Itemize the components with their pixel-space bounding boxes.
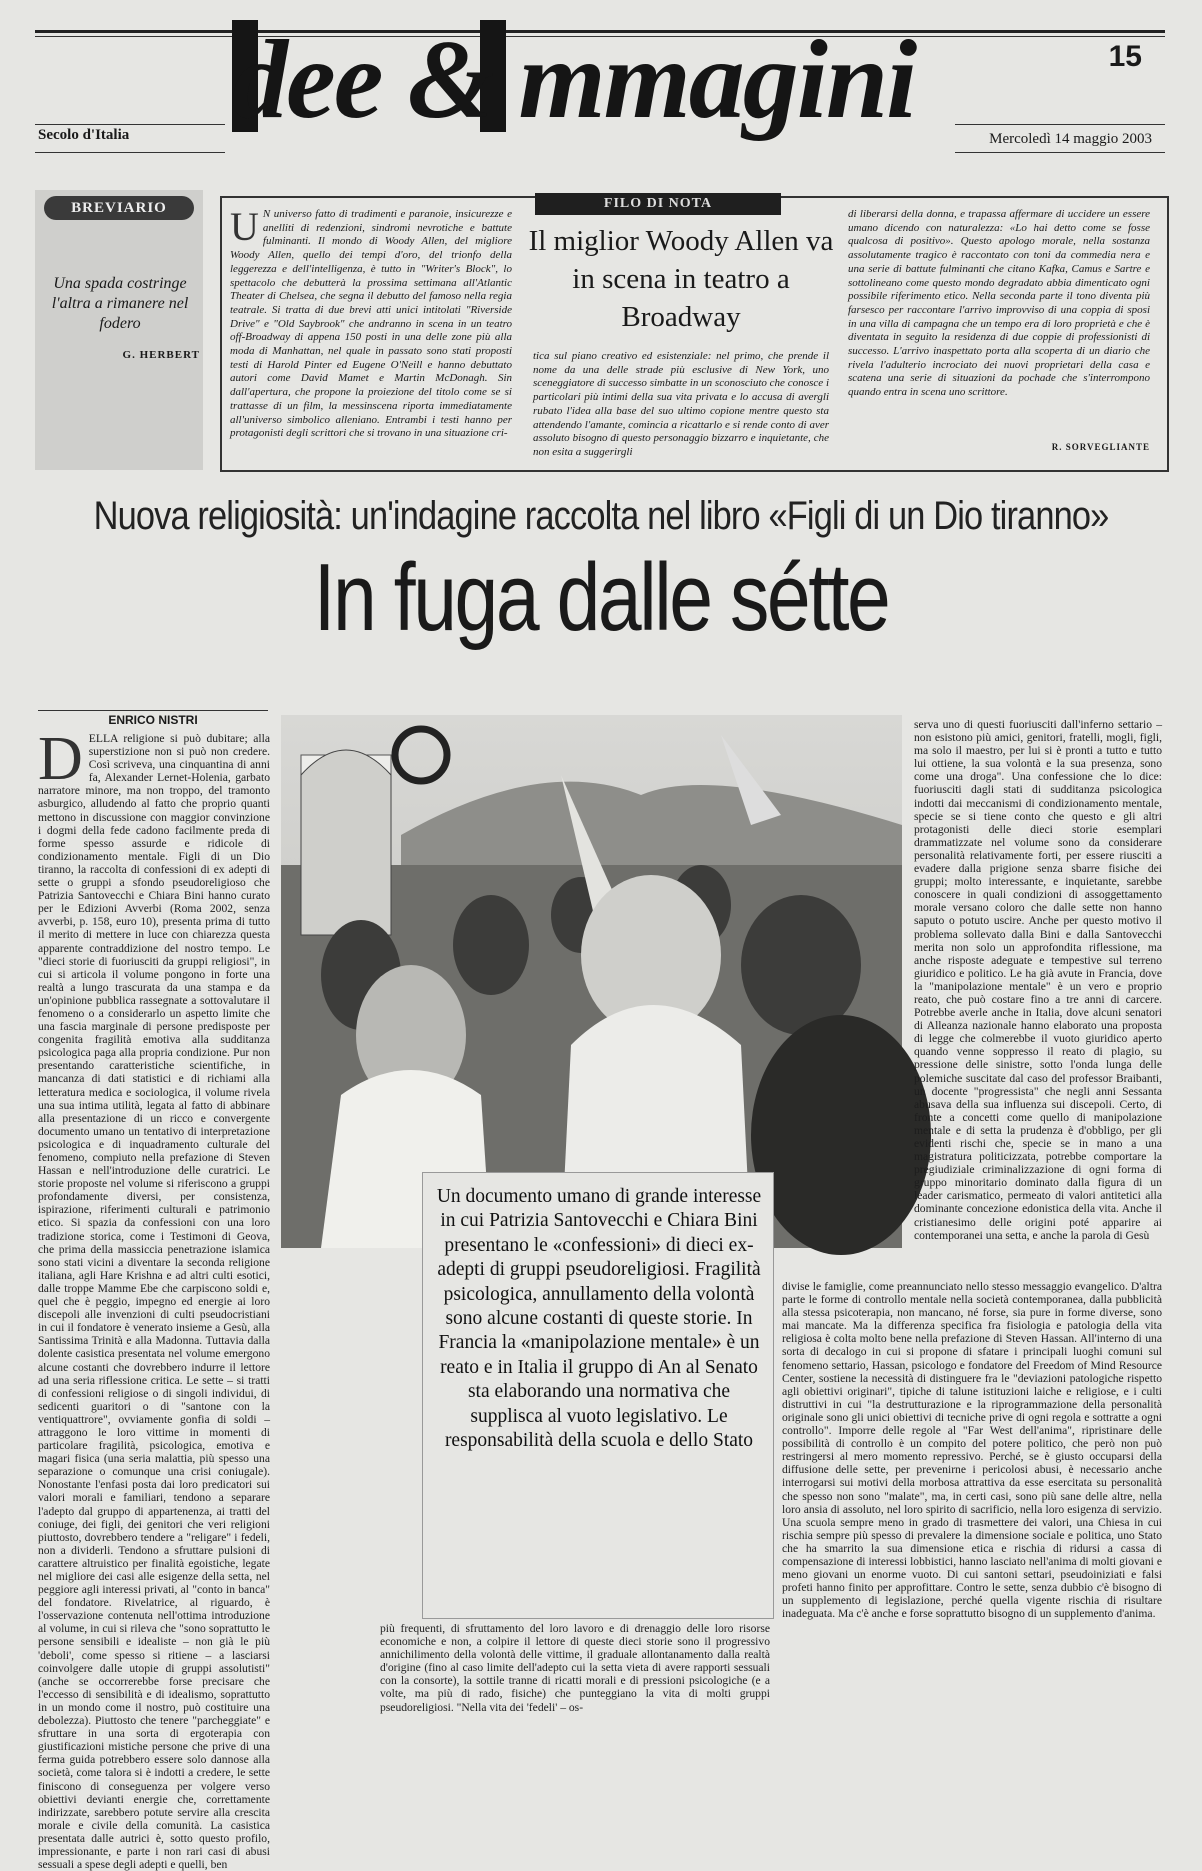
article-column-1 bbox=[38, 725, 270, 1871]
callout-text: Un documento umano di grande interesse in cui Patrizia Santovecchi e Chiara Bini presentano le «confessioni» di dieci ex-adepti di gruppi pseudoreligiosi. Fragilità psicologica, annullamento della volontà sono alcune costanti di queste storie. In Francia la «manipolazione mentale» è un reato e in Italia il gruppo di An al Senato sta elaborando una normativa che supplisca al vuoto legislativo. Le responsabilità della scuola e dello Stato bbox=[436, 1186, 762, 1452]
byline: ENRICO NISTRI bbox=[108, 713, 198, 727]
masthead-underline-left bbox=[35, 124, 225, 125]
byline-rule bbox=[38, 710, 268, 711]
article-title: In fuga dalle sétte bbox=[313, 544, 889, 651]
breviario-label: BREVIARIO bbox=[44, 196, 194, 220]
article-column-3a-text: serva uno di questi fuoriusciti dall'inferno settario – non esistono più amici, genitori, fratelli, mogli, figli, ma solo il maestro, per lui si è pronti a tutto e tutto lui ottiene, la sua volontà e la sua presenza, sono come una droga". Una confessione che lo dice: fuoriusciti dagli stati di sudditanza psicologica indotti dai meccanismi di condizionamento mentale, specie se si tiene conto che questo e gli altri protagonisti delle dieci storie esemplari drammatizzate nel volume sono da considerare personalità relativamente forti, per essere riusciti a evadere dalla prigione senza sbarre fisiche dei gruppi; molto interessante, e inquietante, sarebbe conoscere in quali condizioni di assoggettamento morale versano coloro che dalle sette non hanno saputo o potuto uscire. Anche per questo motivo il problema sollevato dalla Bini e dalla Santovecchi merita non solo un approfondita riflessione, ma anche risposte adeguate e tempestive sul terreno giuridico e politico. Le ha già avute in Francia, dove la "manipolazione mentale" è un vero e proprio reato, che può costare fino a tre anni di carcere. Potrebbe averle anche in Italia, dove alcuni senatori di Alleanza nazionale hanno elaborato una proposta di legge che colmerebbe il vuoto giuridico aperto quando venne soppresso il reato di plagio, su pressione delle sinistre, sotto l'onda lunga delle polemiche suscitate dal caso del professor Braibanti, un docente "progressista" che negli anni Sessanta abusava della sua influenza sui discepoli. Certo, di fronte a concetti come quello di manipolazione mentale e di setta la prudenza è d'obbligo, per gli evidenti rischi che, specie se in mano a una magistratura politicizzata, potrebbe comportare la pregiudiziale criminalizzazione di ogni forma di gruppo minoritario dominato dalla figura di un leader carismatico, permeato di valori antitetici alla dominante concezione edonistica della vita. Anche il cristianesimo delle origini poté apparire ai contemporanei una setta, e anche la parola di Gesù bbox=[914, 718, 1162, 1242]
article-kicker: Nuova religiosità: un'indagine raccolta nel libro «Figli di un Dio tiranno» bbox=[93, 494, 1109, 538]
masthead-underline-right bbox=[955, 124, 1165, 125]
article-dropcap: D bbox=[38, 725, 83, 793]
article-column-2 bbox=[380, 1622, 770, 1734]
article-column-3b bbox=[782, 1280, 1162, 1734]
breviario-quote: Una spada costringe l'altra a rimanere nel fodero bbox=[51, 275, 189, 332]
section-title: dee & mmagini bbox=[232, 18, 916, 142]
breviario-author: G. HERBERT bbox=[122, 349, 200, 361]
filo-column-2-text: tica sul piano creativo ed esistenziale: nel primo, che prende il nome da una delle strade più esclusive di New York, uno sceneggiatore di successo simbatte in un sconosciuto che conosce i particolari più intimi della sua vita privata e lo accusa di avergli rubato l'idea alla base del suo ultimo copione mentre questo sta attendendo l'amante, comincia a ricattarlo e si rende conto di aver assoluto bisogno di questo personaggio bizzarro e inquietante, che non esita a suggerirgli bbox=[533, 350, 829, 458]
filo-signature: R. SORVEGLIANTE bbox=[1051, 442, 1150, 452]
article-column-2-text: più frequenti, di sfruttamento del loro lavoro e di drenaggio delle loro risorse economiche e non, a colpire il lettore di queste dieci storie sono il progressivo annichilimento della volontà delle vittime, il graduale allontanamento dalla realtà d'origine (fino al caso limite dell'adepto cui la setta vieta di avere rapporti sessuali con la consorte), la sottile tranne di ricatti morali e di pressioni psicologiche (e a volte, ma più di rado, fisiche) che punteggiano la vita di molti gruppi pseudoreligiosi. "Nella vita dei 'fedeli' – os- bbox=[380, 1622, 770, 1714]
article-photo bbox=[281, 715, 902, 1248]
filo-column-2 bbox=[533, 350, 829, 458]
article-column-3a bbox=[914, 718, 1162, 1278]
paper-name: Secolo d'Italia bbox=[38, 127, 130, 143]
filo-di-nota-label: FILO DI NOTA bbox=[535, 193, 781, 215]
filo-column-1 bbox=[230, 204, 512, 453]
masthead-bottom-rule-right bbox=[955, 152, 1165, 153]
filo-column-3 bbox=[848, 208, 1150, 440]
page-number: 15 bbox=[1108, 40, 1142, 73]
article-column-1-text: ELLA religione si può dubitare; alla superstizione non si può non credere. Così scriveva, una cinquantina di anni fa, Alexander Lernet-Holenia, garbato narratore minore, ma non troppo, del tramonto asburgico, alludendo al fatto che proprio quanti mettono in discussione con maggior convinzione i dogmi della fede cadono facilmente preda di forme spesso assurde e ridicole di condizionamento mentale. Figli di un Dio tiranno, la raccolta di confessioni di ex adepti di sette o gruppi a sfondo pseudoreligioso che Patrizia Santovecchi e Chiara Bini hanno curato per le Edizioni Avverbi (Roma 2002, senza avverbi, p. 158, euro 10), presenta prima di tutto il merito di mettere in luce con chiarezza questa apparente contraddizione del nostro tempo. Le "dieci storie di fuoriusciti da gruppi religiosi", in cui si articola il volume pongono in forte una realtà a lungo trascurata da una stampa e da un'opinione pubblica rassegnate a sottovalutare il fenomeno o a considerarlo un aspetto limite che una fascia marginale di persone predisposte per congenita fragilità emotiva alla sudditanza psicologica paga alla propria condizione. Pur non presentando caratteristiche scientifiche, in mancanza di dati statistici e di richiami alla letteratura medica e sociologica, il volume rivela una sua intima utilità, legata al fatto di abbinare alla presentazione di un ricco e convergente documento umano un tentativo di interpretazione psicologica e di inquadramento culturale del fenomeno, compiuto nella prefazione di Steven Hassan e nell'introduzione delle curatrici. Le storie proposte nel volume si riferiscono a gruppi profondamente diversi, per consistenza, ispirazione, riferimenti culturali e patrimonio etico. Si spazia da confessioni con una loro tradizione storica, come i Testimoni di Geova, che prima della massiccia penetrazione islamica sono stati vicini a diventare la seconda religione italiana, agli Hare Krishna e ad altri culti esotici, dalle troppe Mamme Ebe che carpiscono soldi e, quel che è peggio, impegno ed energie ai loro discepoli alle invenzioni di culti pseudocristiani in cui il fondatore è venerato insieme a Gesù, alla Santissima Trinità e alla Madonna. Tuttavia dalla dolente casistica presentata nel volume emergono alcune costanti che dovrebbero indurre il lettore ad una seria riflessione critica. Le sette – si tratti di confessioni religiose o di singoli individui, di sedicenti guaritori o di "santone con la ventiquattrore", ovviamente gonfia di soldi – attraggono le loro vittime in momenti di particolare fragilità, psicologica, emotiva e magari fisica (una seria malattia, più spesso una separazione o comunque una crisi coniugale). Nonostante l'enfasi posta dai loro predicatori sui valori morali e familiari, tendono a separare l'adepto dal gruppo di appartenenza, ai tratti del coniuge, dei figli, dei genitori che veri religioni piuttosto, dovrebbero tendere a "religare" i fedeli, non a dividerli. Tendono a sfruttare pulsioni di carattere altruistico per finalità egoistiche, legate nel migliore dei casi alle esigenze della setta, nel peggiore agli interessi privati, al "conto in banca" del fondatore. Rivelatrice, al riguardo, è l'osservazione contenuta nell'ottima introduzione al volume, in cui si rileva che "sono soprattutto le persone sensibili e idealiste – non già le più 'deboli', come spesso si ritiene – a lasciarsi coinvolgere dalle utopie di gruppi assolutisti" (anche se occorrerebbe forse precisare che l'eccesso di sensibilità e di idealismo, soprattutto in un mondo come il nostro, può costituire una debolezza). Piuttosto che tenere "parcheggiate" e sfruttare in una sorta di ergoterapia con giustificazioni mistiche persone che prive di una ferma guida potrebbero essere solo dannose alla società, come talora si è indotti a credere, le sette finiscono di conseguenza per volgere verso obiettivi devianti energie che, correttamente indirizzate, sarebbero potute servire alla crescita morale e civile della comunità. La casistica presentata dalle autrici è, sotto questo profilo, impressionante, e parte i non rari casi di abusi sessuali a spese degli adepti e quelli, ben bbox=[38, 732, 270, 1871]
filo-di-nota-headline: Il miglior Woody Allen va in scena in teatro a Broadway bbox=[528, 225, 834, 333]
article-column-3b-text: divise le famiglie, come preannunciato nello stesso messaggio evangelico. D'altra parte le forme di controllo mentale nella società contemporanea, dalla pubblicità alla stessa psicoterapia, non mancano, né forse, sia pure in forme diverse, sono mai mancate. Ma la differenza specifica fra fisiologia e patologia della vita religiosa è colta molto bene nella prefazione di Steven Hassan. All'interno di una sorta di decalogo in cui si propone di sfatare i principali luoghi comuni sul fenomeno settario, Hassan, psicologo e fondatore del Freedom of Mind Resource Center, sostiene la necessità di distinguere fra le "deviazioni patologiche rispetto agli obiettivi originari", tipiche di talune istituzioni laiche e religiose, e i culti distruttivi in cui "la destrutturazione e la riprogrammazione della personalità originale sono gli unici obiettivi di tecniche prive di ogni regola e sottratte a ogni controllo". Imporre delle regole al "Far West dell'anima", ripristinare delle possibilità di controllo è un compito del potere politico, che però non può restringersi al mero momento repressivo. Perché, se è giusto occuparsi della diffusione delle sette, per prevenirne i pericolosi abusi, è necessario anche interrogarsi sui motivi della morbosa attrattiva da esse esercitata su personalità che spesso non sono "malate", ma, in certi casi, sono più sane delle altre, nella loro ansia di assoluto, nel loro spirito di sacrificio, nella loro esigenza di servizio. Una scuola sempre meno in grado di trasmettere dei valori, una Chiesa in cui rischia sempre più spesso di prevalere la dimensione sociale e politica, uno Stato che ha smarrito la sua dimensione etica e rischia di ridursi a cassa di compensazione di interessi lobbistici, hanno lasciato nell'anima di molti giovani e meno giovani un enorme vuoto. Di cui santoni settari, pseudoiniziati e falsi profeti hanno finito per approfittare. Contro le sette, senza dubbio c'è bisogno di un supplemento di legislazione, perché quella vigente rischia di risultare inadeguata. Ma c'è anche e forse soprattutto bisogno di un supplemento d'anima. bbox=[782, 1280, 1162, 1621]
filo-column-3-text: di liberarsi della donna, e trapassa affermare di uccidere un essere umano dicendo con naturalezza: «Lo hai detto come se fosse qualcosa di positivo». Questo apologo morale, nella sostanza assolutamente tragico è raccontato con toni da commedia nera e una serie di battute fulminanti che citano Kafka, Camus e Sartre e sottolineano come questo mondo degradato abbia dimenticato ogni possibile riferimento etico. Nella seconda parte il tono diventa più farsesco per raccontare l'arrivo improvviso di una coppia di sposi in una villa di campagna che un tempo era di loro proprietà e che è diventata in seguito la residenza di due coppie di professionisti di successo. L'arrivo inaspettato porta alla scoperta di un diario che rivela l'adulterio incrociato dei nuovi proprietari della casa e scatena una serie di situazioni da pochade che s'interrompono quando entra in scena uno scrittore. bbox=[848, 208, 1150, 399]
masthead-bottom-rule bbox=[35, 152, 225, 153]
issue-date: Mercoledì 14 maggio 2003 bbox=[989, 131, 1152, 147]
filo-column-1-text: N universo fatto di tradimenti e paranoie, insicurezze e anelliti di redenzioni, sindromi nevrotiche e battute fulminanti. Il mondo di Woody Allen, del migliore Woody Allen, quello dei tempi d'oro, del trionfo della leggerezza e dell'intelligenza, è tutto in "Writer's Block", lo spettacolo che debutterà la prossima settimana all'Atlantic Theater di Chelsea, che segna il debutto del famoso nella regia teatrale. Si tratta di due brevi atti unici intitolati "Riverside Drive" e "Old Saybrook" che andranno in scena in un teatro off-Broadway di appena 150 posti in una delle zone più alla moda di Manhattan, nel quale in passato sono stati proposti testi di Harold Pinter ed Eugene O'Neill e hanno debuttato autori come David Mamet e Martin McDonagh. Sin dall'apertura, che propone la proiezione del titolo come se si trattasse di un film, la messinscena riporta immediatamente all'universo simbolico alleniano. Entrambi i testi hanno per protagonisti degli scrittori che si trovano in una situazione cri- bbox=[230, 208, 512, 440]
filo-dropcap: U bbox=[230, 204, 259, 249]
